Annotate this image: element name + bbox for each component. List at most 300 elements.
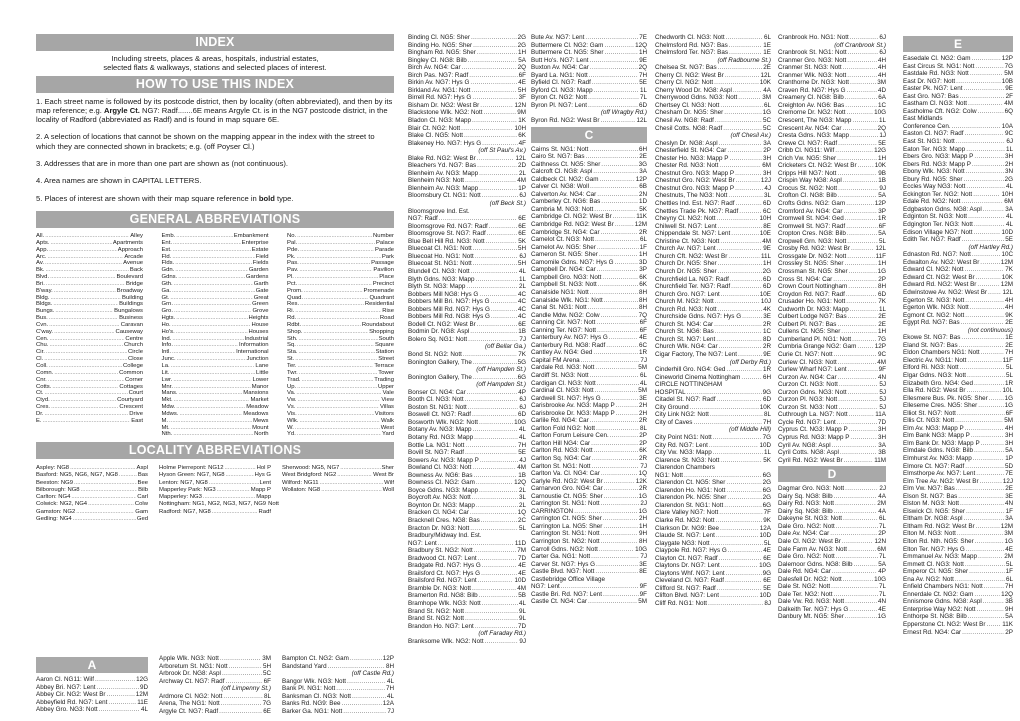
- map-reference: 2Q: [877, 124, 886, 132]
- entry-name: Bluecoat Cl. NG1: Nott: [408, 245, 472, 253]
- entry-name: Blair Ct. NG2: Nott: [408, 124, 461, 132]
- index-entry: [408, 479, 526, 487]
- abbreviation: Wlk.: [287, 417, 299, 424]
- leader-dots: [592, 79, 638, 87]
- index-entry: [531, 304, 647, 312]
- locality-row: [36, 487, 148, 494]
- leader-dots: [843, 576, 873, 584]
- entry-name: CIRCLE NOTTINGHAM: [655, 381, 723, 389]
- leader-dots: [472, 585, 516, 593]
- leader-dots: [966, 183, 1005, 191]
- leader-dots: [300, 260, 370, 267]
- leader-dots: [971, 432, 1004, 440]
- entry-name: Eltham Dr. NG8: Aspl: [903, 515, 963, 523]
- map-reference: 4A: [878, 492, 886, 500]
- map-reference: 2G: [762, 479, 771, 487]
- entry-name: Cairo St. NG7: Bas: [531, 153, 585, 161]
- map-reference: 12L: [1002, 288, 1013, 296]
- leader-dots: [966, 146, 1005, 154]
- map-reference: 9E: [1005, 85, 1013, 93]
- leader-dots: [690, 404, 759, 412]
- index-entry: [903, 455, 1013, 463]
- index-entry: [778, 177, 886, 185]
- entry-note: (off Radbourne St.): [717, 56, 771, 64]
- leader-dots: [850, 306, 878, 314]
- entry-note: (off Hartley Rd.): [968, 243, 1013, 251]
- index-entry: [282, 655, 394, 663]
- entry-name: Edison Village NG7: Nott: [903, 228, 973, 236]
- locality-name: Carlton: NG4: [36, 494, 71, 501]
- map-reference: 12N: [514, 101, 526, 109]
- entry-name: Arboretum St. NG1: Nott: [159, 662, 228, 670]
- locality-abbreviation: Aspl: [136, 465, 148, 472]
- leader-dots: [484, 109, 517, 117]
- abbreviation-meaning: Promenade: [363, 287, 394, 294]
- abbreviation-row: [287, 397, 394, 404]
- entry-note: (off Bellar Ga.): [485, 343, 526, 351]
- entry-name: Elm Av. NG3: Mapp P: [903, 424, 964, 432]
- leader-dots: [955, 417, 1003, 425]
- leader-dots: [482, 140, 518, 148]
- leader-dots: [847, 230, 877, 238]
- abbreviation: Bri.: [36, 280, 45, 287]
- map-reference: 12P: [382, 655, 394, 662]
- abbreviation: Up.: [287, 383, 297, 390]
- index-a-column-1: [36, 655, 148, 715]
- index-entry: [408, 336, 526, 344]
- locality-abbreviation: Sher: [381, 465, 394, 472]
- locality-abbreviation: Hys G: [254, 472, 271, 479]
- index-entry: [903, 493, 1013, 501]
- leader-dots: [469, 72, 517, 80]
- index-entry: [408, 570, 526, 578]
- abbreviation-row: [162, 431, 269, 438]
- leader-dots: [986, 621, 1001, 629]
- index-entry: [778, 215, 886, 223]
- abbreviation-row: [36, 342, 143, 349]
- leader-dots: [852, 336, 876, 344]
- leader-dots: [298, 281, 372, 288]
- entry-name: East St. NG1: Nott: [903, 138, 955, 146]
- leader-dots: [473, 42, 517, 50]
- index-entry: [655, 570, 771, 578]
- abbreviation-meaning: College: [123, 363, 143, 369]
- leader-dots: [964, 515, 1005, 523]
- entry-name: Brand St. NG2: Nott: [408, 615, 464, 623]
- entry-name: Emmett Cl. NG3: Nott: [903, 560, 964, 568]
- leader-dots: [476, 276, 518, 284]
- map-reference: 10K: [1001, 273, 1013, 281]
- abbreviation-meaning: Fields: [252, 260, 269, 267]
- leader-dots: [473, 374, 517, 382]
- leader-dots: [590, 372, 639, 380]
- leader-dots: [724, 109, 761, 117]
- leader-dots: [179, 390, 243, 397]
- index-entry: [778, 508, 886, 516]
- map-reference: 12Q: [514, 479, 526, 487]
- abbreviation-meaning: Cottages: [119, 383, 143, 390]
- leader-dots: [468, 336, 518, 344]
- leader-dots: [834, 508, 878, 516]
- locality-abbreviation: Wilf: [384, 479, 394, 486]
- index-entry: [36, 684, 148, 692]
- entry-name: Blake Cl. NG5: Nott: [408, 132, 463, 140]
- locality-row: [159, 509, 271, 516]
- map-reference: 3M: [262, 655, 271, 662]
- map-reference: 6H: [762, 373, 771, 381]
- leader-dots: [693, 419, 761, 427]
- leader-dots: [591, 553, 639, 561]
- leader-dots: [719, 162, 761, 170]
- map-reference: 7L: [878, 583, 886, 591]
- locality-abbreviation: Mapp P: [250, 486, 271, 493]
- map-reference: 6G: [762, 471, 771, 479]
- index-entry: [531, 183, 647, 191]
- leader-dots: [45, 390, 128, 397]
- index-entry: [778, 291, 886, 299]
- index-entry: [531, 425, 647, 433]
- entry-name: Carter Ga. NG1: Nott: [531, 553, 591, 561]
- map-reference: 6L: [878, 515, 886, 523]
- index-entry: [531, 87, 647, 95]
- map-reference: 9M: [517, 109, 526, 117]
- map-reference: 5J: [879, 388, 886, 396]
- map-reference: 12N: [874, 538, 886, 545]
- leader-dots: [473, 359, 517, 367]
- map-reference: 10C: [1001, 251, 1013, 259]
- index-entry: [655, 517, 771, 525]
- map-reference: 5M: [1004, 70, 1013, 78]
- leader-dots: [832, 568, 877, 576]
- index-entry: [655, 457, 771, 465]
- map-reference: 4L: [1005, 213, 1013, 221]
- locality-name: Holme Pierrepont: NG12: [159, 465, 224, 472]
- map-reference: 2R: [638, 454, 647, 462]
- index-entry: [903, 591, 1013, 599]
- entry-name: Chippendale St. NG7: Lent: [655, 230, 731, 238]
- leader-dots: [983, 206, 1005, 214]
- leader-dots: [711, 540, 763, 548]
- index-entry: [778, 389, 886, 397]
- map-reference: 6F: [263, 677, 271, 685]
- map-reference: 4J: [764, 184, 771, 192]
- leader-dots: [850, 132, 878, 140]
- map-reference: 8H: [638, 538, 647, 545]
- entry-name: Bodmin Dr. NG8: Aspl: [408, 328, 470, 336]
- entry-name: Bracknell Cres. NG8: Bas: [408, 517, 480, 524]
- abbreviation-meaning: Roundabout: [361, 321, 394, 328]
- leader-dots: [729, 42, 763, 50]
- leader-dots: [439, 215, 518, 223]
- abbreviation: Mkt.: [161, 397, 173, 404]
- abbreviation: Prom.: [287, 287, 303, 294]
- abbreviation-meaning: Palace: [375, 239, 394, 246]
- leader-dots: [965, 561, 1005, 569]
- entry-name: Bowers Av. NG3: Mapp P: [408, 456, 479, 464]
- entry-name: Cyril Av. NG8: Aspl: [778, 441, 831, 449]
- locality-abbreviations-table: [36, 465, 394, 523]
- abbreviation-row: [162, 301, 269, 308]
- leader-dots: [438, 540, 514, 548]
- map-reference: 5L: [878, 237, 886, 245]
- entry-name: Elston M. NG3: Nott: [903, 500, 959, 508]
- abbreviation-meaning: Passage: [371, 260, 394, 267]
- map-reference: 5M: [638, 598, 647, 606]
- entry-name: Bradgate Rd. NG7: Hys G: [408, 562, 481, 570]
- leader-dots: [95, 676, 135, 684]
- abbreviation-meaning: Manor: [251, 383, 269, 390]
- entry-name: Dakeyne St. NG3: Nott: [778, 515, 843, 523]
- map-reference: 10H: [759, 215, 771, 223]
- leader-dots: [838, 374, 877, 382]
- how-to-title: HOW TO USE THIS INDEX: [36, 76, 394, 93]
- abbreviation: Cnr.: [36, 376, 47, 383]
- abbreviation-row: [287, 274, 394, 281]
- leader-dots: [477, 321, 518, 329]
- map-reference: 6D: [762, 283, 771, 291]
- abbreviation-meaning: House: [251, 321, 269, 328]
- index-entry: [408, 64, 526, 72]
- entry-name: Campbell St. NG3: Nott: [531, 281, 597, 289]
- entry-name: Enthorpe St. NG8: Bilb: [903, 613, 967, 621]
- map-reference: 6D: [762, 275, 771, 283]
- map-reference: 8E: [639, 568, 647, 576]
- index-entry: [778, 72, 886, 80]
- abbreviation-meaning: Apartments: [112, 239, 143, 246]
- entry-name: Chester Ho. NG3: Mapp P: [655, 154, 729, 162]
- abbreviation-row: [287, 425, 394, 432]
- leader-dots: [845, 485, 878, 493]
- entry-name: Brailsford Ct. NG7: Hys G: [408, 569, 481, 577]
- map-reference: 2P: [1005, 628, 1013, 636]
- entry-name: Clarendon Ho. NG1: Nott: [655, 486, 726, 494]
- map-reference: 10G: [874, 109, 886, 117]
- index-entry: [531, 485, 647, 493]
- leader-dots: [88, 501, 134, 508]
- locality-abbreviation: Ged: [136, 515, 148, 522]
- entry-name: Ennismore Gdns. NG8: Aspl: [903, 598, 982, 606]
- locality-row: [159, 501, 279, 508]
- leader-dots: [477, 162, 517, 170]
- entry-name: Eckington Ter. NG2: Nott: [903, 190, 973, 198]
- abbreviation-row: [36, 281, 143, 288]
- abbreviation: Cl.: [36, 356, 44, 363]
- locality-row: [36, 480, 148, 487]
- abbreviation-meaning: Broadway: [116, 287, 143, 294]
- entry-name: Cardigan Cl. NG3: Nott: [531, 379, 596, 387]
- index-entry: [408, 359, 526, 367]
- entry-name: Chesterfield St. NG4: Car: [655, 147, 727, 155]
- map-reference: 5J: [879, 381, 886, 389]
- entry-name: Easter Pk. NG7: Lent: [903, 85, 963, 93]
- leader-dots: [742, 313, 762, 321]
- index-entry: [531, 447, 647, 455]
- map-reference: 10K: [759, 403, 771, 411]
- index-entry: [408, 79, 526, 87]
- index-entry: [655, 109, 771, 117]
- entry-name: Churchfield La. NG7: Radf: [655, 275, 729, 283]
- leader-dots: [465, 608, 518, 616]
- locality-column: [282, 465, 394, 523]
- index-entry: [655, 487, 771, 495]
- abbreviation: Flds.: [161, 260, 175, 267]
- leader-dots: [731, 230, 759, 238]
- entry-name: Crescent, The NG3: Mapp: [778, 117, 852, 125]
- entry-name: Arbrook Dr. NG8: Aspl: [159, 670, 221, 678]
- leader-dots: [847, 57, 877, 65]
- abbreviation-meaning: Square: [375, 342, 394, 349]
- abbreviation: Av.: [36, 260, 44, 267]
- map-reference: 4F: [518, 139, 526, 147]
- map-reference: 1H: [638, 49, 647, 57]
- entry-name: Boycroft Av. NG3: Nott: [408, 494, 471, 502]
- map-reference: 2Q: [517, 64, 526, 72]
- leader-dots: [845, 598, 877, 606]
- index-entry: [778, 381, 886, 389]
- index-entry: [531, 349, 647, 357]
- leader-dots: [735, 185, 763, 193]
- entry-name: Ellis Ct. NG3: Nott: [903, 417, 955, 425]
- abbreviation-row: [287, 418, 394, 425]
- entry-note: (off Castle Rd.): [351, 670, 394, 678]
- entry-name: Cardwell St. NG7: Hys G: [531, 394, 601, 402]
- map-reference: 12L: [760, 71, 771, 79]
- entry-name: Blake Rd. NG2: West Br: [408, 154, 476, 162]
- entry-name: Crossgate Dr. NG2: Nott: [778, 252, 847, 260]
- leader-dots: [590, 64, 638, 72]
- leader-dots: [975, 63, 1003, 71]
- entry-name: Byfield Cl. NG7: Radf: [531, 79, 591, 87]
- index-entry: [778, 538, 886, 546]
- leader-dots: [297, 384, 377, 391]
- leader-dots: [222, 670, 262, 678]
- leader-dots: [50, 240, 111, 247]
- leader-dots: [610, 432, 639, 440]
- index-entry: [531, 236, 647, 244]
- map-reference: 7H: [638, 71, 647, 79]
- leader-dots: [71, 494, 136, 501]
- index-entry: [655, 215, 771, 223]
- map-reference: 2P: [763, 147, 771, 155]
- abbreviation: Yd.: [287, 431, 296, 438]
- leader-dots: [965, 130, 1004, 138]
- map-reference: 5A: [878, 230, 886, 238]
- abbreviation-row: [36, 254, 143, 261]
- leader-dots: [295, 308, 381, 315]
- abbreviation-row: [287, 404, 394, 411]
- leader-dots: [172, 322, 251, 329]
- entry-name: Cyril Rd. NG2: West Br: [778, 456, 843, 464]
- abbreviation: Mdws.: [161, 410, 179, 417]
- entry-name: Dale Vw. Rd. NG3: Nott: [778, 598, 845, 606]
- index-entry: [903, 561, 1013, 569]
- leader-dots: [341, 700, 381, 708]
- map-reference: 5J: [879, 396, 886, 404]
- abbreviation: Lwr.: [161, 376, 173, 383]
- leader-dots: [727, 147, 762, 155]
- leader-dots: [962, 236, 1005, 244]
- abbreviation-meaning: Field: [255, 253, 269, 260]
- abbreviation-meaning: Vale: [382, 390, 394, 397]
- index-entry: [655, 87, 771, 95]
- map-reference: 6G: [762, 486, 771, 494]
- leader-dots: [970, 70, 1003, 78]
- map-reference: 8L: [263, 692, 271, 700]
- index-entry: [408, 509, 526, 517]
- map-reference: 3B: [1005, 598, 1013, 606]
- index-entry: [778, 34, 886, 42]
- index-a-column-3: [282, 655, 394, 715]
- abbreviation-row: [36, 233, 143, 240]
- entry-name: Curlew Wharf NG7: Lent: [778, 366, 847, 374]
- leader-dots: [846, 291, 877, 299]
- map-reference: 2P: [878, 275, 886, 283]
- abbreviation: Rdbt.: [287, 321, 302, 328]
- index-entry: [408, 411, 526, 419]
- leader-dots: [472, 94, 517, 102]
- abbreviation-row: [287, 329, 394, 336]
- map-reference: 2L: [518, 283, 526, 291]
- index-entry: [655, 532, 771, 540]
- map-reference: 4E: [1005, 545, 1013, 553]
- leader-dots: [320, 480, 384, 487]
- leader-dots: [981, 349, 1004, 357]
- map-reference: 12M: [1000, 258, 1013, 266]
- index-entry: [778, 208, 886, 216]
- index-entry: [531, 417, 647, 425]
- map-reference: 3H: [762, 154, 771, 162]
- index-entry: [408, 426, 526, 434]
- leader-dots: [475, 253, 519, 261]
- entry-name: Birrell Rd. NG7: Hys G: [408, 94, 472, 102]
- map-reference: 5A: [1005, 447, 1013, 455]
- leader-dots: [844, 457, 874, 465]
- entry-name: Carlton Va. Cl. NG4: Car: [531, 470, 600, 478]
- abbreviation-meaning: Drive: [129, 410, 143, 417]
- leader-dots: [980, 259, 999, 267]
- index-entry: [903, 138, 1013, 146]
- index-entry: [531, 380, 647, 388]
- leader-dots: [174, 397, 250, 404]
- map-reference: 6G: [762, 501, 771, 509]
- leader-dots: [731, 283, 762, 291]
- map-reference: 12A: [759, 524, 771, 532]
- index-entry: [531, 342, 647, 350]
- entry-name: Churchside Gdns. NG7: Hys G: [655, 313, 742, 321]
- map-reference: 10K: [759, 79, 771, 87]
- index-entry: [655, 389, 771, 397]
- abbreviation-row: [287, 356, 394, 363]
- entry-name: Bowness Av. NG6: Bas: [408, 471, 473, 479]
- leader-dots: [687, 389, 762, 397]
- map-reference: 9K: [1005, 311, 1013, 319]
- abbreviation-meaning: Corner: [124, 376, 143, 383]
- entry-name: Edith Ter. NG7: Radf: [903, 236, 961, 244]
- index-entry: [408, 396, 526, 404]
- leader-dots: [838, 140, 877, 148]
- map-reference: 1H: [517, 49, 526, 57]
- entry-name: Christine Ct. NG3: Nott: [655, 237, 720, 245]
- abbreviation: Twr.: [287, 369, 298, 376]
- leader-dots: [173, 247, 251, 254]
- index-entry: [531, 523, 647, 531]
- leader-dots: [44, 356, 127, 363]
- index-entry: [531, 244, 647, 252]
- leader-dots: [585, 34, 638, 42]
- entry-name: Dairy Rd. NG3: Nott: [778, 500, 834, 508]
- index-entry: [903, 191, 1013, 199]
- entry-name: Ebony Wlk. NG3: Nott: [903, 168, 965, 176]
